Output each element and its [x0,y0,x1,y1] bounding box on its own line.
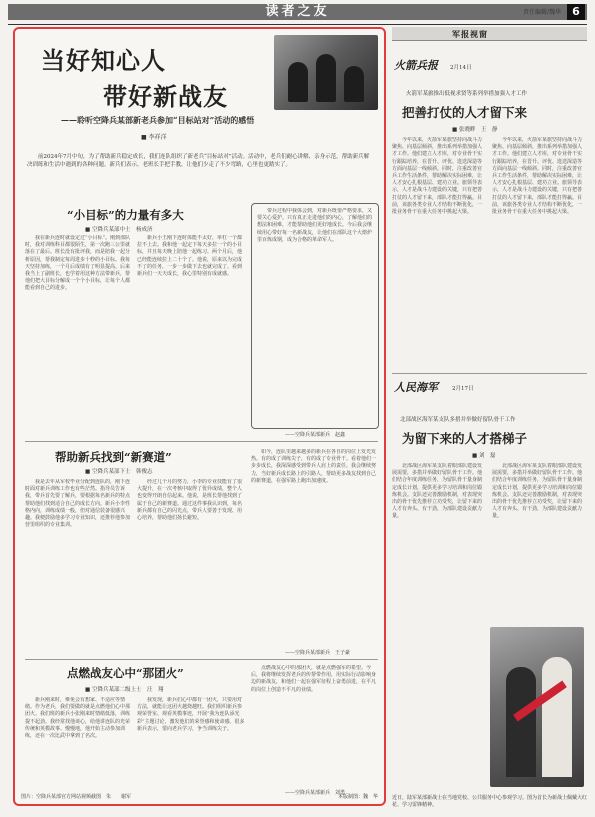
feature-intro: 前2024年7月中旬，为了帮助新兵稳定成长，我们连队组织了新老兵“目标站对”活动。活动中，老兵们耐心讲解、亲身示范，帮助新兵解决训练和生活中遇到的各种问题。新兵们表示，老班长手把手教，让他们少走了不少弯路，心里也更踏实了。 [27,154,370,168]
feature-header [21,35,378,160]
person-figure [506,667,536,777]
section-title: 读者之友 [8,4,587,20]
section3-col3: 点燃战友心中的那团火，就是点燃强军的希望。今后，我将继续发挥老兵的传帮带作用，用实际行动影响身边的新战友，和他们一起在强军征程上奋勇前进，在平凡的岗位上创造不平凡的业绩。 [251,665,377,693]
soldier-figure [316,54,336,102]
section1-col1: 我在新兵连时就设定过“小目标”。刚到部队时，我对训练科目都很陌生，第一次跑三公里就落在了最后。班长没有批评我，而是陪我一起分析原因，帮我制定每周进步十秒的小目标。我每天坚持加练，一个月后成绩有了明显提高。后来我当上了副班长，也学着用这种方法带新兵，帮他们把大目标分解成一个个小目标，让每个人都能看到自己的进步。 [25,235,131,292]
feature-subtitle: ——聆听空降兵某部新老兵参加“目标站对”活动的感悟 [61,115,255,125]
source-date: 2月14日 [450,65,472,71]
feature-title-line2: 带好新战友 [103,82,228,111]
section2-signature: ——空降兵某部新兵 王子豪 [285,650,351,656]
section2-title: 帮助新兵找到“新赛道” [55,450,172,464]
feature-article-panel [13,27,386,806]
article2-byline: ■ 刘 磊 [472,453,496,459]
article1-body-col1: 今年以来，火箭军某旅坚持向战斗力聚焦、向基层倾斜，推出系列举措加强人才工作。他们建立人才库，对专业骨干实行跟踪培养，在晋升、评优、选送深造等方面向基层一线倾斜。同时，注重改善官兵工作生活条件，帮助解决实际困难，让人才安心扎根基层、建功立业。旅领导表示，人才是战斗力建设的关键，只有把善打仗的人才留下来，部队才能打得赢。目前，该旅各类专业人才结构不断优化，一批业务骨干在重大任务中挑起大梁。 [392,137,483,216]
article1-byline: ■ 张晓畔 王 静 [452,127,498,133]
section3-signature: ——空降兵某部新兵 刘勇 [285,790,346,796]
source-date: 2月17日 [452,386,474,392]
section2-col3: 如今，连队里越来越多的新兵在各自的岗位上发光发热。有的成了训练尖子，有的成了专业骨干。看着他们一步步成长，我深深感受到带兵人肩上的责任。我会继续努力，当好新兵成长路上的引路人，帮助更多战友找到自己的新赛道，在强军路上跑出加速度。 [251,449,377,484]
article1-title: 把善打仗的人才留下来 [402,105,528,120]
feature-title-line1: 当好知心人 [41,46,166,75]
soldier-figure [288,62,308,102]
article2-title: 为留下来的人才搭梯子 [402,431,528,446]
source-paper-logo: 火箭兵报 [394,59,438,72]
masthead-rule [8,24,587,25]
soldier-figure [344,66,364,102]
news-window-column [392,27,587,813]
section1-byline: ■ 空降兵某部中士 杨成济 [85,227,153,233]
section1-title: “小目标”的力量有多大 [67,208,184,222]
section1-signature: ——空降兵某部新兵 赵鑫 [285,432,346,438]
news-window-label: 军报视窗 [452,29,488,39]
news-window-header [392,27,587,41]
article-divider [392,373,587,374]
section3-col1: 新兵刚来时，难免会有想家、不适应等情绪。作为老兵，我们要做的就是点燃他们心中那团火。我们班的新兵小张刚来时情绪低落，训练提不起劲。我经常找他谈心，给他讲连队的光荣传统和英模故事。慢慢地，他开始主动参加训练，还在一次比武中拿到了名次。 [25,697,131,740]
section2-col1: 我是去年从军校毕业分配到连队的，刚下连时面对新兵训练工作也有些茫然。指导员告诉我，带兵首先要了解兵，要根据每名新兵的特点帮助他们找到适合自己的成长方向。新兵小李性格内向，训练成绩一般，但对通信装备很感兴趣。我便鼓励他多学习专业知识，还推荐他参加营里组织的专业集训。 [25,479,131,529]
page-number: 6 [567,4,585,20]
section1-sidebar [251,203,379,429]
design-credit: 本版制图：魏 华 [337,794,378,800]
news-photo [490,627,584,787]
photo-caption: 近日，陆军某部新战士在当地党校、公共服务中心参观学习。图为首长为新战士佩戴大红花、学习雷锋精神。 [392,795,588,808]
editor-credit: 责任编辑/魏华 [522,9,561,16]
masthead [8,2,587,24]
person-figure [542,657,572,777]
article2-body-col2: 北部战区海军某支队着眼部队建设发展需要，多措并举做好留队骨干工作。他们结合年度训练任务，为留队骨干量身制定成长计划，提供更多学习培训和岗位锻炼机会。支队还完善激励机制，对表现突出的骨干优先推荐立功受奖，让留下来的人才有奔头、有干劲，为部队建设贡献力量。 [492,463,583,520]
article2-kicker: 北部战区海军某支队多措并举做好留队骨干工作 [400,417,516,423]
section-divider [25,659,378,660]
section1-col3: 带兵过程中我体会到，对新兵既要严格要求，又要关心爱护。只有真正走进他们的内心，了解他们的想法和困难，才能帮助他们更好地成长。今后我会继续用心带好每一名新战友，让他们在部队这个大熔炉里百炼成钢，成为合格的革命军人。 [257,208,373,243]
section1-col2: 新兵小王刚下连时体能不太好，单杠一个都拉不上去。我和他一起定下每天多拉一个的小目标，并且每天晚上陪他一起练习。两个月后，他已经能连续拉上二十个了。他说，原来以为完成不了的任务，一步一步做下去也就完成了。看到新兵们一天天成长，我心里特别有成就感。 [137,235,243,278]
article2-body-col1: 北部战区海军某支队着眼部队建设发展需要，多措并举做好留队骨干工作。他们结合年度训练任务，为留队骨干量身制定成长计划，提供更多学习培训和岗位锻炼机会。支队还完善激励机制，对表现突出的骨干优先推荐立功受奖，让留下来的人才有奔头、有干劲，为部队建设贡献力量。 [392,463,483,520]
section2-byline: ■ 空降兵某部下士 韩俊志 [85,469,153,475]
source-paper-logo: 人民海军 [394,381,438,394]
section-divider [25,441,378,442]
article1-kicker: 火箭军某旅推出低视求贤等系列举措加强人才工作 [406,91,528,97]
section3-byline: ■ 空降兵某部二级上士 汪 翔 [85,687,164,693]
photo-credit: 图片：空降兵某部官方网站视频截图 朱 谢军 [21,794,132,800]
section2-col2: 经过几个月的努力，小李的专业技能有了很大提升，在一次考核中取得了优异成绩，整个人也变得开朗自信起来。他说，是班长帮他找到了属于自己的新赛道。通过这件事我认识到，每名新兵都有自己的闪光点，带兵人要善于发现、用心培养，帮助他们扬长避短。 [137,479,243,522]
section3-col2: 我发现，新兵们心中都有一团火，只要用对方法，就能让这团火越烧越旺。我们组织新兵参观荣誉室、观看英模事迹，开展“我为连队添光彩”主题讨论，激发他们的荣誉感和使命感。很多新兵表示，要向老兵学习，争当训练尖子。 [137,697,245,732]
article1-body-col2: 今年以来，火箭军某旅坚持向战斗力聚焦、向基层倾斜，推出系列举措加强人才工作。他们建立人才库，对专业骨干实行跟踪培养，在晋升、评优、选送深造等方面向基层一线倾斜。同时，注重改善官兵工作生活条件，帮助解决实际困难，让人才安心扎根基层、建功立业。旅领导表示，人才是战斗力建设的关键，只有把善打仗的人才留下来，部队才能打得赢。目前，该旅各类专业人才结构不断优化，一批业务骨干在重大任务中挑起大梁。 [492,137,583,216]
section3-title: 点燃战友心中“那团火” [67,666,184,680]
panel-footer [21,793,378,800]
soldiers-photo [274,35,378,110]
feature-author: ■ 李祥洋 [141,134,167,141]
